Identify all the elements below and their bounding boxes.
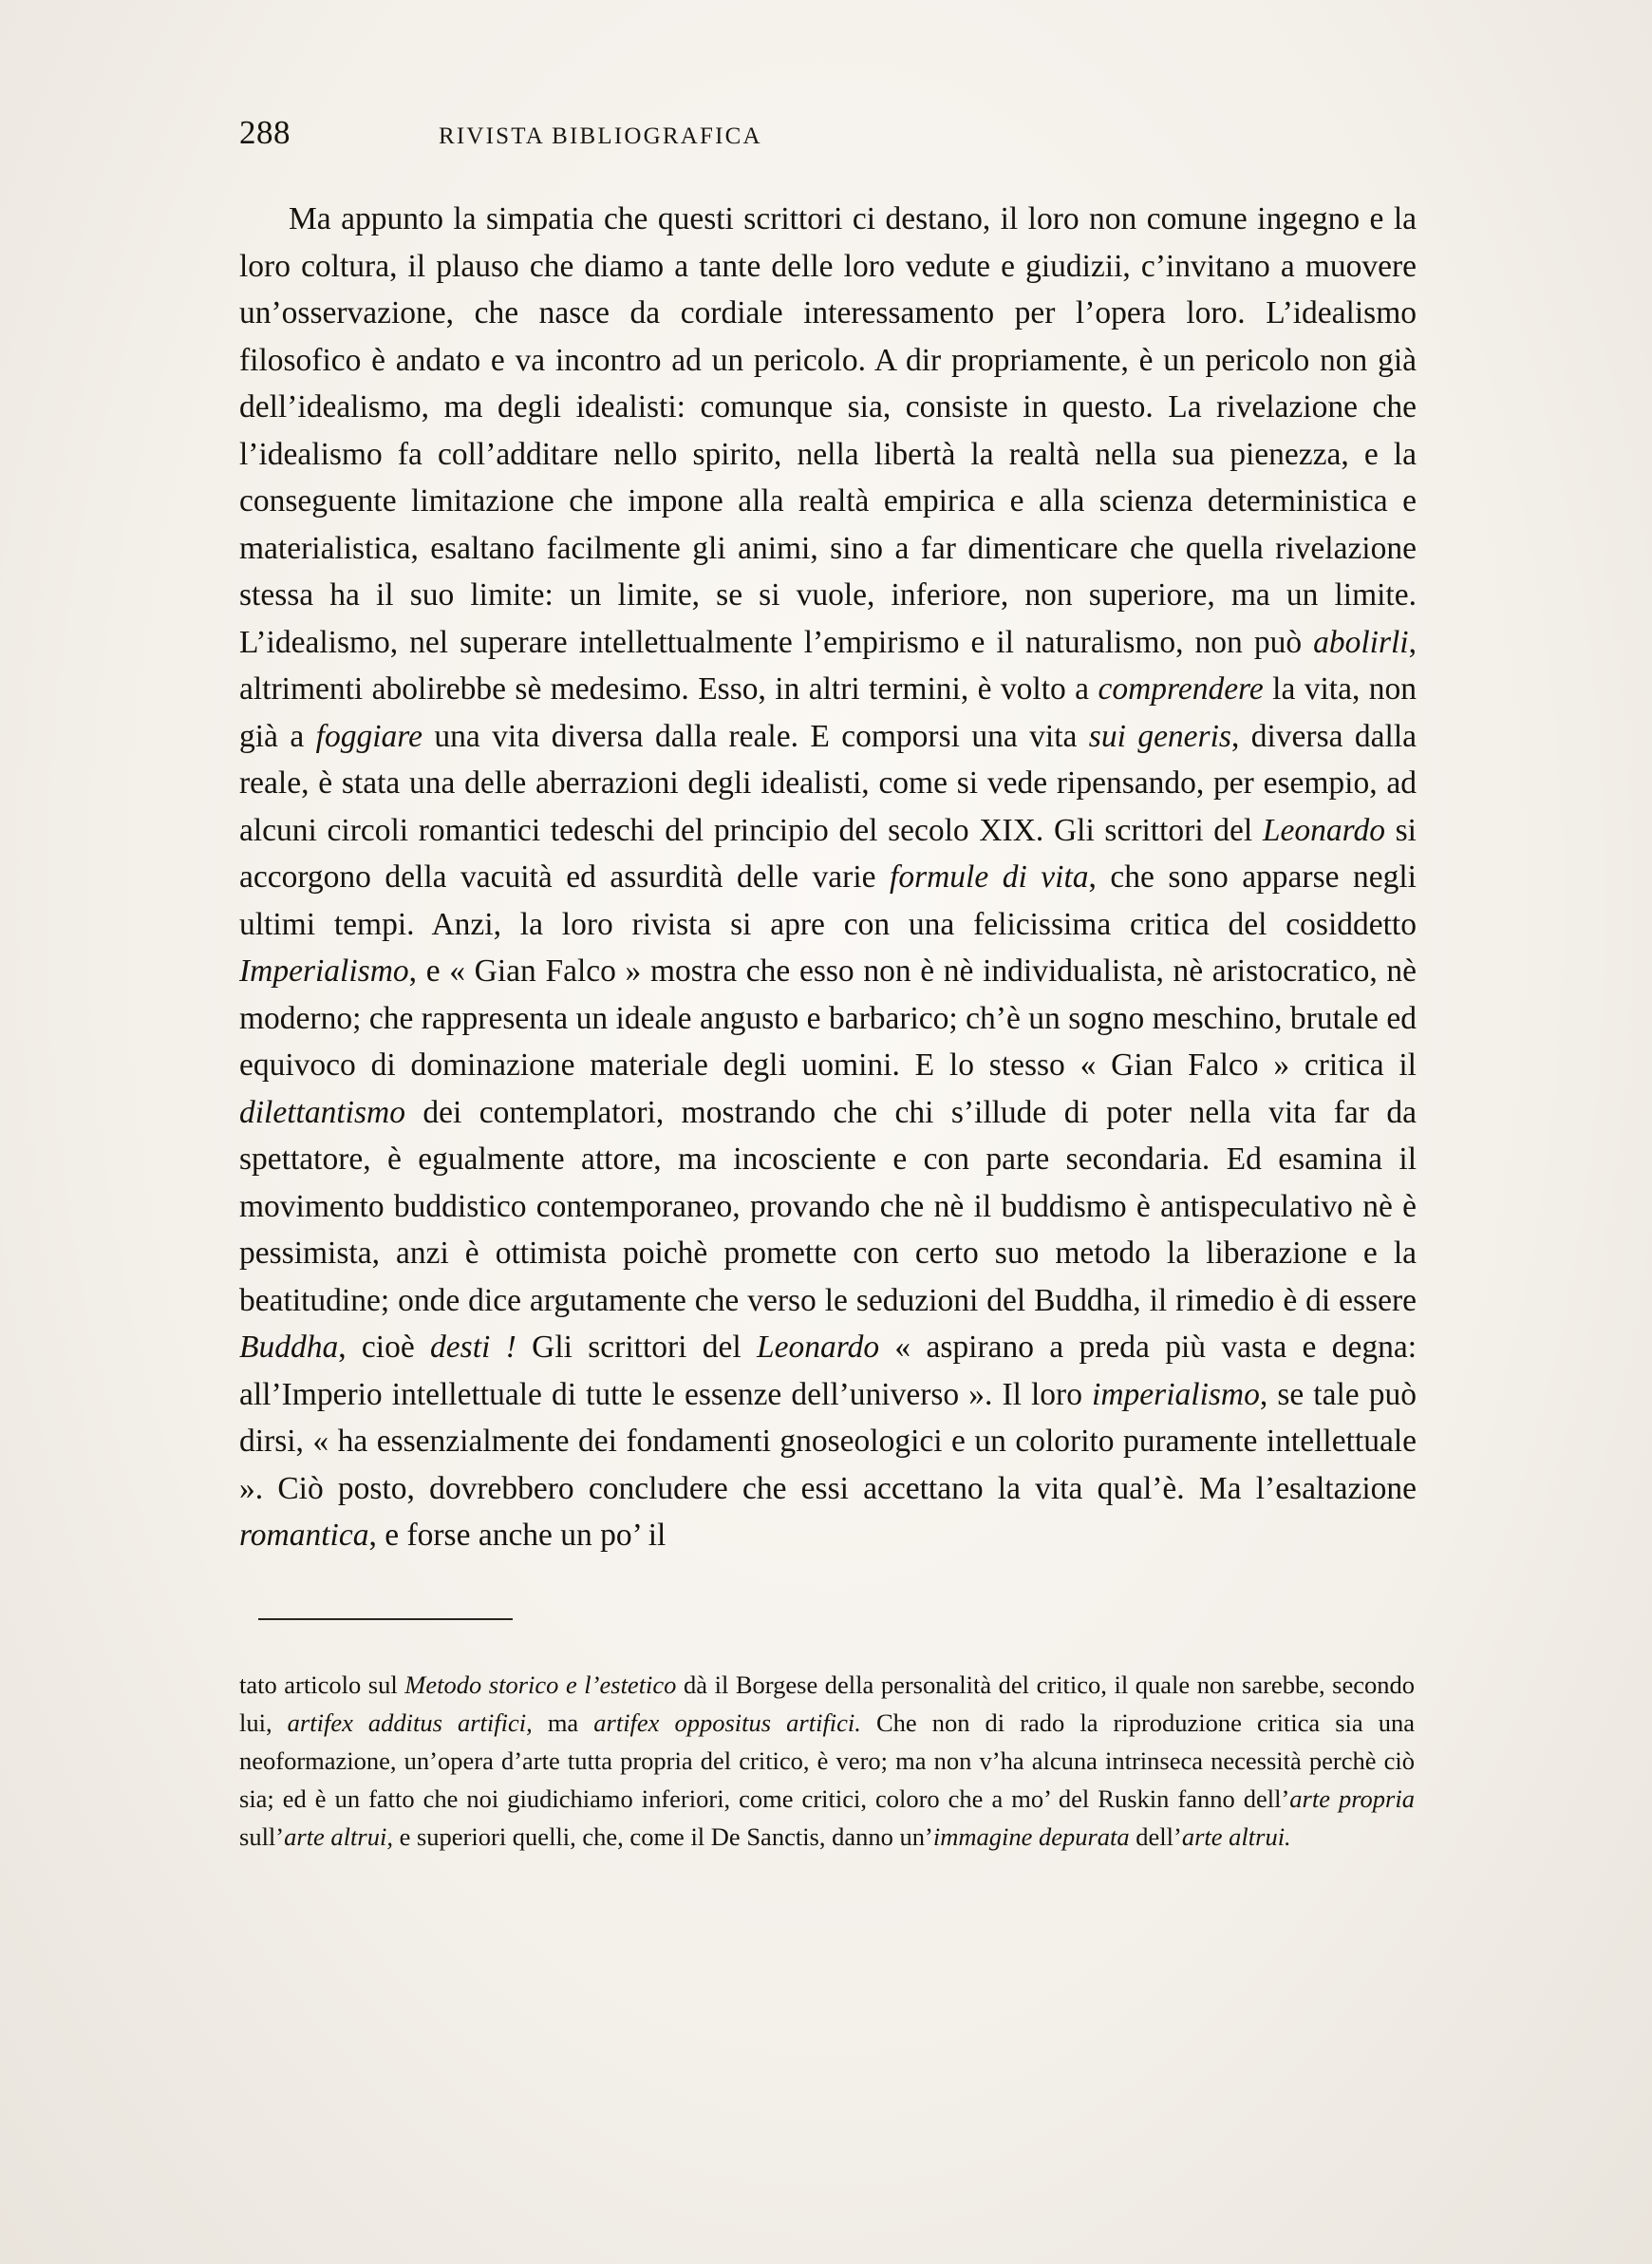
body-text: [239, 196, 1417, 1559]
page-header: [239, 114, 1417, 163]
footnote-separator: [258, 1618, 513, 1620]
page-number: 288: [239, 114, 291, 151]
footnote: [239, 1666, 1415, 1856]
footnote-text: tato articolo sul Metodo storico e l’estetico dà il Borgese della personalità del critico, il quale non sarebbe, secondo lui, artifex additus artifici, ma artifex oppositus artifici. Che non di rado la riproduzione critica sia una neoformazione, un’opera d’arte tutta propria del critico, è vero; ma non v’ha alcuna intrinseca necessità perchè ciò sia; ed è un fatto che noi giudichiamo inferiori, come critici, coloro che a mo’ del Ruskin fanno dell’arte propria sull’arte altrui, e superiori quelli, che, come il De Sanctis, danno un’immagine depurata dell’arte altrui.: [239, 1670, 1415, 1851]
text-block: [239, 114, 1417, 1856]
paragraph: Ma appunto la simpatia che questi scrittori ci destano, il loro non comune ingegno e la loro coltura, il plauso che diamo a tante delle loro vedute e giudizii, c’invitano a muovere un’osservazione, che nasce da cordiale interessamento per l’opera loro. L’idealismo filosofico è andato e va incontro ad un pericolo. A dir propriamente, è un pericolo non già dell’idealismo, ma degli idealisti: comunque sia, consiste in questo. La rivelazione che l’idealismo fa coll’additare nello spirito, nella libertà la realtà nella sua pienezza, e la conseguente limitazione che impone alla realtà empirica e alla scienza deterministica e materialistica, esaltano facilmente gli animi, sino a far dimenticare che quella rivelazione stessa ha il suo limite: un limite, se si vuole, inferiore, non superiore, ma un limite. L’idealismo, nel superare intellettualmente l’empirismo e il naturalismo, non può abolirli, altrimenti abolirebbe sè medesimo. Esso, in altri termini, è volto a comprendere la vita, non già a foggiare una vita diversa dalla reale. E comporsi una vita sui generis, diversa dalla reale, è stata una delle aberrazioni degli idealisti, come si vede ripensando, per esempio, ad alcuni circoli romantici tedeschi del principio del secolo XIX. Gli scrittori del Leonardo si accorgono della vacuità ed assurdità delle varie formule di vita, che sono apparse negli ultimi tempi. Anzi, la loro rivista si apre con una felicissima critica del cosiddetto Imperialismo, e « Gian Falco » mostra che esso non è nè individualista, nè aristocratico, nè moderno; che rappresenta un ideale angusto e barbarico; ch’è un sogno meschino, brutale ed equivoco di dominazione materiale degli uomini. E lo stesso « Gian Falco » critica il dilettantismo dei contemplatori, mostrando che chi s’illude di poter nella vita far da spettatore, è egualmente attore, ma incosciente e con parte secondaria. Ed esamina il movimento buddistico contemporaneo, provando che nè il buddismo è antispeculativo nè è pessimista, anzi è ottimista poichè promette con certo suo metodo la liberazione e la beatitudine; onde dice argutamente che verso le seduzioni del Buddha, il rimedio è di essere Buddha, cioè desti ! Gli scrittori del Leonardo « aspirano a preda più vasta e degna: all’Imperio intellettuale di tutte le essenze dell’universo ». Il loro imperialismo, se tale può dirsi, « ha essenzialmente dei fondamenti gnoseologici e un colorito puramente intellettuale ». Ciò posto, dovrebbero concludere che essi accettano la vita qual’è. Ma l’esaltazione romantica, e forse anche un po’ il: [239, 201, 1417, 1553]
running-head: RIVISTA BIBLIOGRAFICA: [439, 123, 762, 149]
